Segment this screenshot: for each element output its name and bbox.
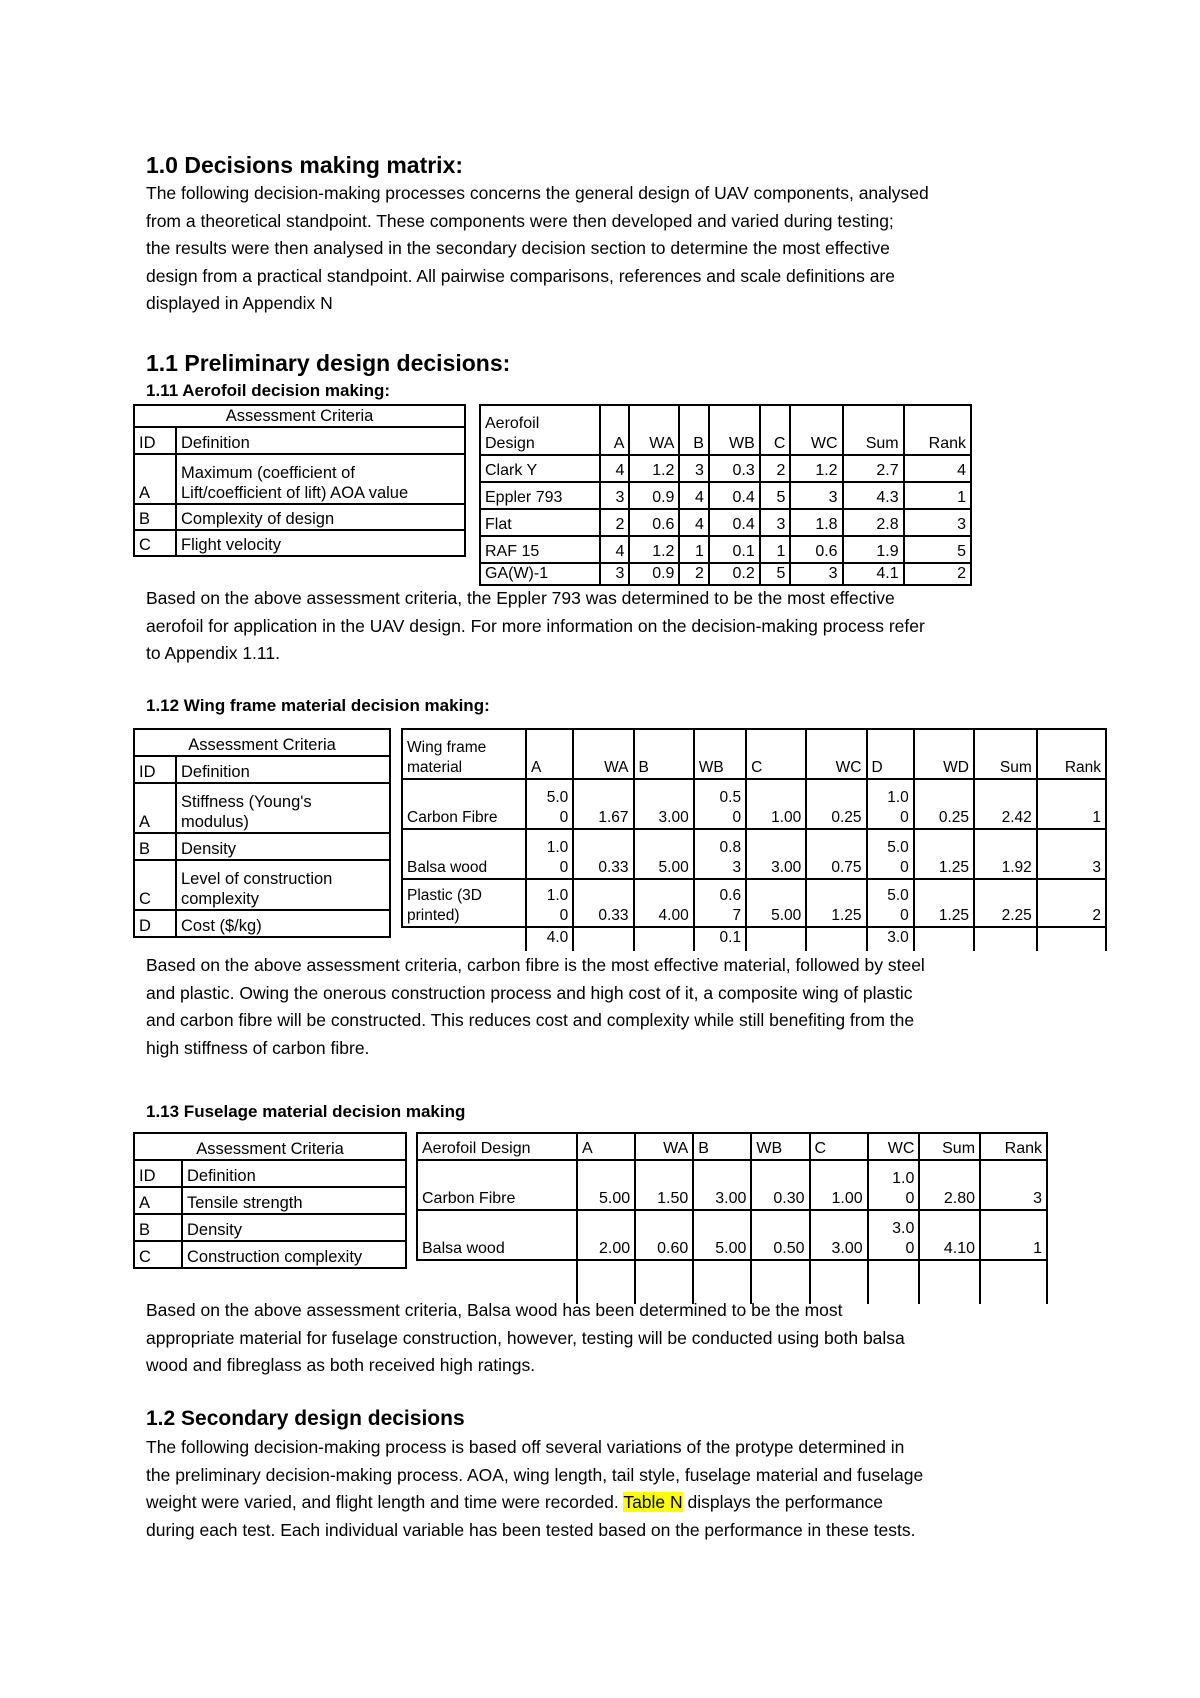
table-row: Balsa wood 1.0 0 0.33 5.00 0.8 3 3.00 0.75 5.0 0 1.25 1.92 3 bbox=[402, 829, 1106, 879]
criteria-header-id: ID bbox=[134, 427, 176, 454]
section-secondary bbox=[146, 1404, 1066, 1544]
matrix-header: A bbox=[577, 1133, 635, 1160]
aerofoil-matrix-table bbox=[479, 404, 972, 586]
matrix-header: A bbox=[600, 405, 629, 455]
criteria-title: Assessment Criteria bbox=[134, 729, 390, 756]
table-row: Clark Y 4 1.2 3 0.3 2 1.2 2.7 4 bbox=[480, 455, 971, 482]
criteria-title: Assessment Criteria bbox=[134, 1133, 406, 1160]
section-wing-frame bbox=[146, 694, 1066, 718]
criteria-id: D bbox=[134, 910, 176, 937]
criteria-id: C bbox=[134, 530, 176, 556]
matrix-header: C bbox=[746, 729, 806, 779]
matrix-header: A bbox=[526, 729, 573, 779]
wing-matrix-table bbox=[401, 728, 1107, 951]
criteria-def: Level of construction complexity bbox=[176, 860, 390, 910]
criteria-id: C bbox=[134, 1241, 182, 1268]
criteria-def: Stiffness (Young's modulus) bbox=[176, 783, 390, 833]
secondary-line-2: the preliminary decision-making process. AOA, wing length, tail style, fuselage material and fuselage bbox=[146, 1464, 924, 1485]
criteria-def: Flight velocity bbox=[176, 530, 465, 556]
matrix-header: WD bbox=[914, 729, 974, 779]
fuselage-matrix-table bbox=[416, 1132, 1048, 1304]
criteria-id: C bbox=[134, 860, 176, 910]
table-row: Eppler 793 3 0.9 4 0.4 5 3 4.3 1 bbox=[480, 482, 971, 509]
criteria-id: B bbox=[134, 833, 176, 860]
aerofoil-criteria-table bbox=[133, 404, 466, 557]
matrix-header: Wing frame material bbox=[402, 729, 526, 779]
section-decision-matrix bbox=[146, 150, 1066, 318]
intro-line-4: design from a practical standpoint. All pairwise comparisons, references and scale definitions are bbox=[146, 265, 895, 286]
conclusion-line: wood and fibreglass as both received high ratings. bbox=[146, 1355, 536, 1375]
criteria-def: Maximum (coefficient of Lift/coefficient of lift) AOA value bbox=[176, 454, 465, 504]
table-row: Carbon Fibre 5.00 1.50 3.00 0.30 1.00 1.0 0 2.80 3 bbox=[417, 1160, 1047, 1210]
criteria-id: B bbox=[134, 1214, 182, 1241]
criteria-def: Density bbox=[176, 833, 390, 860]
criteria-id: A bbox=[134, 783, 176, 833]
criteria-header-def: Definition bbox=[182, 1160, 406, 1187]
fuselage-conclusion bbox=[146, 1297, 1066, 1380]
matrix-header: Rank bbox=[1037, 729, 1106, 779]
conclusion-line: Based on the above assessment criteria, the Eppler 793 was determined to be the most effective bbox=[146, 588, 895, 608]
conclusion-line: high stiffness of carbon fibre. bbox=[146, 1037, 370, 1058]
heading-wing-frame: 1.12 Wing frame material decision making: bbox=[146, 696, 490, 715]
intro-line-2: from a theoretical standpoint. These components were then developed and varied during testing; bbox=[146, 210, 894, 231]
criteria-id: B bbox=[134, 504, 176, 530]
criteria-id: A bbox=[134, 454, 176, 504]
matrix-header: Sum bbox=[843, 405, 904, 455]
criteria-def: Density bbox=[182, 1214, 406, 1241]
criteria-header-def: Definition bbox=[176, 756, 390, 783]
matrix-header: B bbox=[679, 405, 708, 455]
matrix-header: Aerofoil Design bbox=[417, 1133, 577, 1160]
criteria-id: A bbox=[134, 1187, 182, 1214]
intro-line-5: displayed in Appendix N bbox=[146, 293, 333, 313]
matrix-header: B bbox=[693, 1133, 751, 1160]
table-n-highlight: Table N bbox=[623, 1492, 683, 1512]
criteria-title: Assessment Criteria bbox=[134, 405, 465, 427]
heading-fuselage: 1.13 Fuselage material decision making bbox=[146, 1102, 466, 1121]
secondary-line-1: The following decision-making process is based off several variations of the protype determined in bbox=[146, 1437, 905, 1457]
table-row: GA(W)-1 3 0.9 2 0.2 5 3 4.1 2 bbox=[480, 563, 971, 585]
table-row: RAF 15 4 1.2 1 0.1 1 0.6 1.9 5 bbox=[480, 536, 971, 563]
intro-line-3: the results were then analysed in the secondary decision section to determine the most effective bbox=[146, 238, 890, 258]
secondary-line-3: weight were varied, and flight length and time were recorded. Table N displays the performance bbox=[146, 1492, 884, 1512]
matrix-header: B bbox=[634, 729, 694, 779]
intro-line-1: The following decision-making processes concerns the general design of UAV components, analysed bbox=[146, 183, 929, 203]
matrix-header: Rank bbox=[980, 1133, 1047, 1160]
wing-criteria-table bbox=[133, 728, 391, 938]
matrix-header: WB bbox=[709, 405, 760, 455]
matrix-header: C bbox=[760, 405, 791, 455]
conclusion-line: and plastic. Owing the onerous construction process and high cost of it, a composite wing of plastic bbox=[146, 982, 913, 1003]
matrix-header: WC bbox=[790, 405, 842, 455]
matrix-header: WC bbox=[868, 1133, 920, 1160]
table-row: Carbon Fibre 5.0 0 1.67 3.00 0.5 0 1.00 0.25 1.0 0 0.25 2.42 1 bbox=[402, 779, 1106, 829]
matrix-header: Aerofoil Design bbox=[480, 405, 600, 455]
table-row: Flat 2 0.6 4 0.4 3 1.8 2.8 3 bbox=[480, 509, 971, 536]
conclusion-line: and carbon fibre will be constructed. This reduces cost and complexity while still benefiting from the bbox=[146, 1010, 915, 1030]
section-preliminary bbox=[146, 348, 1066, 403]
secondary-line-4: during each test. Each individual variable has been tested based on the performance in these tests. bbox=[146, 1519, 916, 1540]
heading-secondary: 1.2 Secondary design decisions bbox=[146, 1407, 465, 1430]
matrix-header: WC bbox=[806, 729, 866, 779]
table-row: Balsa wood 2.00 0.60 5.00 0.50 3.00 3.0 0 4.10 1 bbox=[417, 1210, 1047, 1260]
criteria-def: Construction complexity bbox=[182, 1241, 406, 1268]
matrix-header: WB bbox=[751, 1133, 809, 1160]
matrix-header: WA bbox=[573, 729, 633, 779]
matrix-header: WA bbox=[635, 1133, 693, 1160]
matrix-header: Rank bbox=[904, 405, 971, 455]
matrix-header: D bbox=[867, 729, 914, 779]
table-row: Plastic (3D printed) 1.0 0 0.33 4.00 0.6 7 5.00 1.25 5.0 0 1.25 2.25 2 bbox=[402, 879, 1106, 927]
criteria-header-def: Definition bbox=[176, 427, 465, 454]
aerofoil-conclusion bbox=[146, 585, 1066, 668]
fuselage-criteria-table bbox=[133, 1132, 407, 1269]
conclusion-line: aerofoil for application in the UAV design. For more information on the decision-making process refer bbox=[146, 615, 925, 636]
conclusion-line: Based on the above assessment criteria, carbon fibre is the most effective material, followed by steel bbox=[146, 955, 925, 975]
matrix-header: Sum bbox=[919, 1133, 980, 1160]
conclusion-line: Based on the above assessment criteria, Balsa wood has been determined to be the most bbox=[146, 1300, 843, 1320]
section-fuselage bbox=[146, 1100, 1066, 1124]
criteria-header-id: ID bbox=[134, 1160, 182, 1187]
heading-decision-matrix: 1.0 Decisions making matrix: bbox=[146, 152, 464, 178]
criteria-header-id: ID bbox=[134, 756, 176, 783]
conclusion-line: appropriate material for fuselage construction, however, testing will be conducted using both balsa bbox=[146, 1327, 905, 1348]
criteria-def: Cost ($/kg) bbox=[176, 910, 390, 937]
conclusion-line: to Appendix 1.11. bbox=[146, 643, 280, 663]
heading-preliminary: 1.1 Preliminary design decisions: bbox=[146, 350, 511, 376]
wing-conclusion bbox=[146, 952, 1066, 1062]
criteria-def: Complexity of design bbox=[176, 504, 465, 530]
matrix-header: C bbox=[810, 1133, 868, 1160]
matrix-header: Sum bbox=[974, 729, 1037, 779]
heading-aerofoil: 1.11 Aerofoil decision making: bbox=[146, 381, 391, 400]
matrix-header: WB bbox=[694, 729, 746, 779]
matrix-header: WA bbox=[629, 405, 679, 455]
table-row-partial: 4.0 0.1 3.0 bbox=[402, 927, 1106, 951]
criteria-def: Tensile strength bbox=[182, 1187, 406, 1214]
